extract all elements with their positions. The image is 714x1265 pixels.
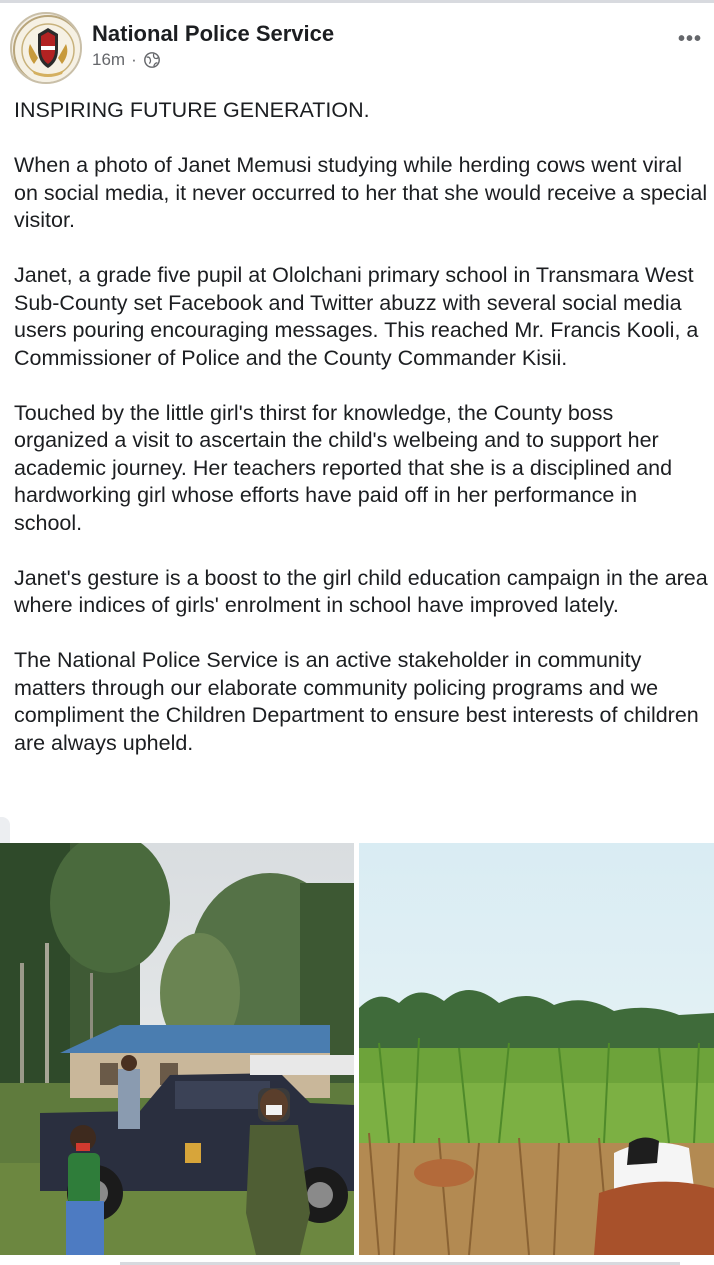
- post-meta: [92, 50, 161, 70]
- post-text: [14, 97, 708, 785]
- post-paragraph: The National Police Service is an active stakeholder in community matters through our elaborate community policing programs and we compliment the Children Department to ensure best interests of children are always upheld.: [14, 648, 699, 755]
- meta-separator: ·: [131, 50, 137, 69]
- post-paragraph: Janet, a grade five pupil at Ololchani primary school in Transmara West Sub-County set Facebook and Twitter abuzz with several social media users pouring encouraging messages. This reached Mr. Francis Kooli, a Commissioner of Police and the County Commander Kisii.: [14, 263, 699, 370]
- police-emblem-icon: [12, 14, 82, 84]
- post-photo-police-visit[interactable]: [0, 843, 354, 1255]
- post-paragraph: Janet's gesture is a boost to the girl child education campaign in the area where indices of girls' enrolment in school have improved lately.: [14, 565, 708, 617]
- post-paragraph: Touched by the little girl's thirst for knowledge, the County boss organized a visit to ascertain the child's welbeing and to support her academic journey. Her teachers reported that she is a disciplined and hardworking girl whose efforts have paid off in her performance in school.: [14, 400, 673, 535]
- post-photo-cows-field[interactable]: [359, 843, 714, 1255]
- page-name[interactable]: National Police Service: [92, 21, 335, 46]
- more-options-icon[interactable]: •••: [677, 28, 702, 50]
- post-time[interactable]: 16m: [92, 50, 126, 69]
- post-paragraph: When a photo of Janet Memusi studying while herding cows went viral on social media, it never occurred to her that she would receive a special visitor.: [14, 153, 708, 232]
- top-divider: [0, 0, 714, 3]
- globe-icon: [143, 51, 161, 69]
- page-avatar[interactable]: [10, 12, 82, 84]
- post-header: [10, 12, 704, 86]
- post-paragraph: INSPIRING FUTURE GENERATION.: [14, 98, 370, 122]
